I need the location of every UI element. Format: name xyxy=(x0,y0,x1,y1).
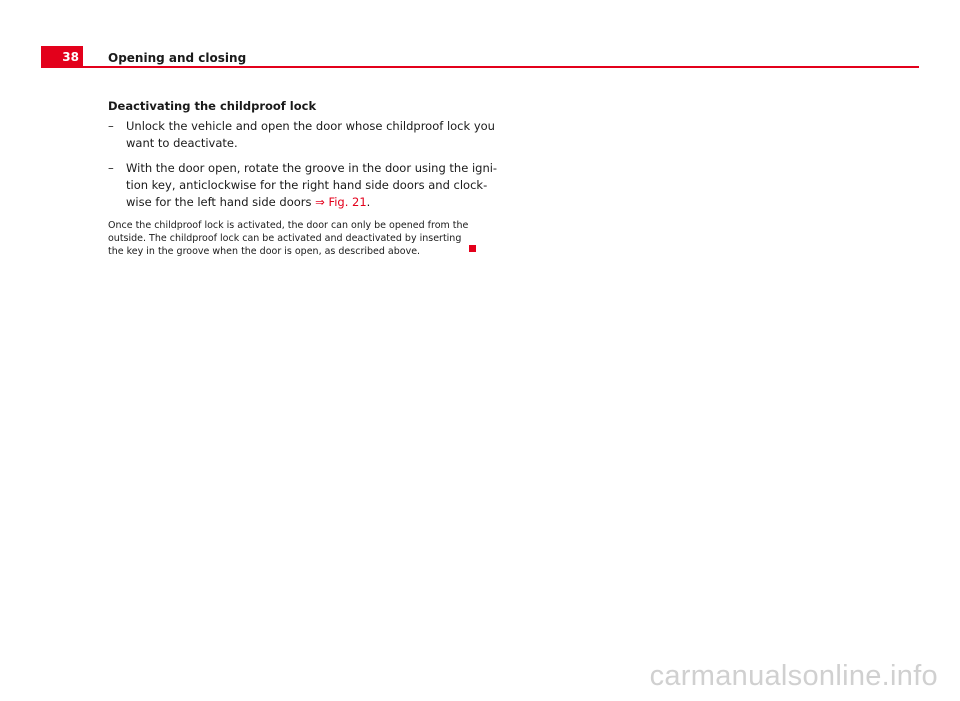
step-text xyxy=(126,118,495,152)
step-item xyxy=(108,118,495,152)
step-item xyxy=(108,160,498,211)
step-dash: – xyxy=(108,161,114,175)
watermark: carmanualsonline.info xyxy=(649,660,938,692)
note-line: outside. The childproof lock can be activated and deactivated by inserting xyxy=(108,233,462,244)
step-line-tail: . xyxy=(366,195,371,209)
step-line: tion key, anticlockwise for the right hand side doors and clock- xyxy=(126,178,488,192)
note-paragraph xyxy=(108,219,468,258)
step-line: Unlock the vehicle and open the door whose childproof lock you xyxy=(126,119,495,133)
page-content xyxy=(108,99,498,258)
step-dash: – xyxy=(108,119,114,133)
section-heading: Deactivating the childproof lock xyxy=(108,99,317,113)
step-text xyxy=(126,160,498,211)
page-number-box xyxy=(41,46,83,68)
step-line-text: wise for the left hand side doors xyxy=(126,195,316,209)
page-number: 38 xyxy=(62,50,79,64)
header-rule xyxy=(83,66,919,68)
end-of-section-marker-icon xyxy=(469,245,476,252)
step-line: want to deactivate. xyxy=(126,136,238,150)
step-line-last xyxy=(126,194,468,211)
note-line: the key in the groove when the door is open, as described above. xyxy=(108,246,421,257)
page-header xyxy=(41,46,919,68)
section-title: Opening and closing xyxy=(108,51,247,65)
figure-reference-link[interactable]: ⇒ Fig. 21 xyxy=(315,195,367,209)
step-line: With the door open, rotate the groove in the door using the igni- xyxy=(126,161,498,175)
note-line: Once the childproof lock is activated, the door can only be opened from the xyxy=(108,220,469,231)
